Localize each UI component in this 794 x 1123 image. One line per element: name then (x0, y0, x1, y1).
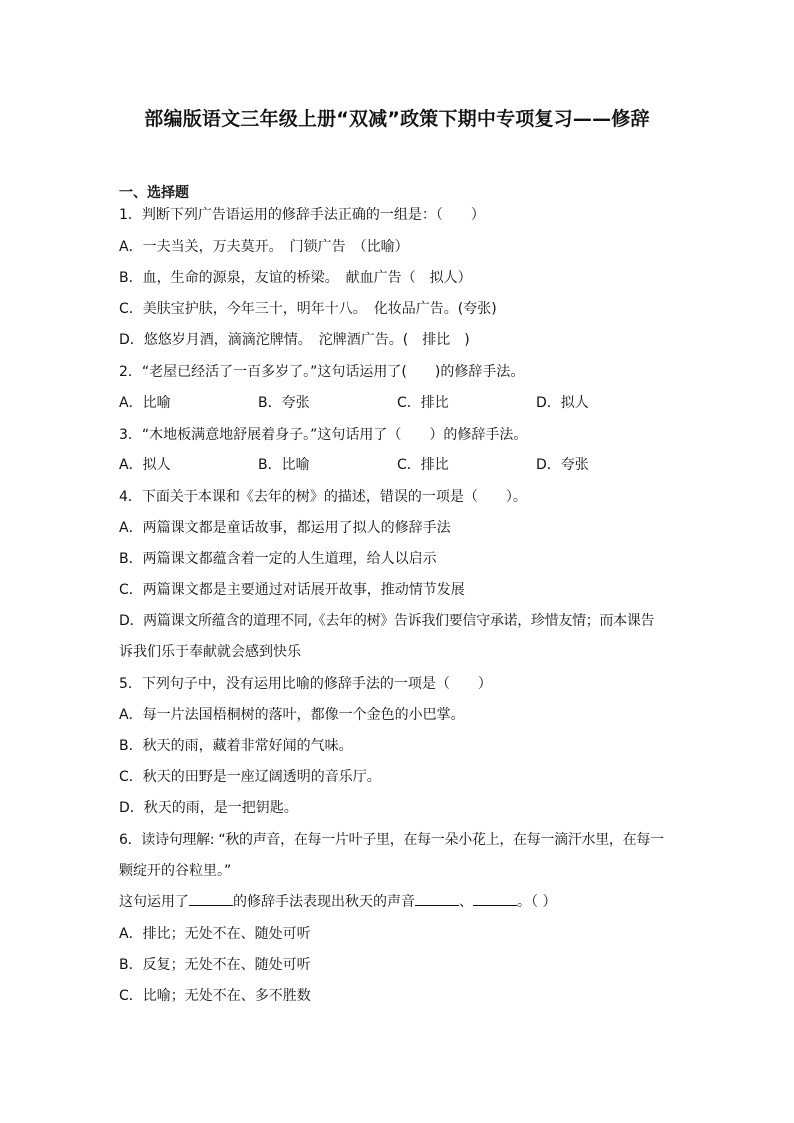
question-2-option-d: D．拟人 (536, 395, 589, 411)
question-3-option-c: C．排比 (397, 457, 449, 473)
question-5-option-a: A．每一片法国梧桐树的落叶，都像一个金色的小巴掌。 (119, 707, 465, 723)
question-4-option-a: A．两篇课文都是童话故事，都运用了拟人的修辞手法 (119, 520, 451, 536)
question-4-option-c: C．两篇课文都是主要通过对话展开故事，推动情节发展 (119, 582, 465, 598)
question-1-option-a: A．一夫当关，万夫莫开。 门锁广告 （比喻） (119, 239, 409, 255)
question-3-stem: 3．“木地板满意地舒展着身子。”这句话用了（ ）的修辞手法。 (119, 427, 528, 443)
question-2-option-a: A．比喻 (119, 395, 171, 411)
question-2-options (119, 394, 589, 412)
question-4-option-d: D．两篇课文所蕴含的道理不同,《去年的树》告诉我们要信守承诺，珍惜友情；而本课告 (119, 613, 655, 629)
question-5-option-b: B．秋天的雨，藏着非常好闻的气味。 (119, 738, 353, 754)
answer-blank-3[interactable] (473, 893, 517, 906)
question-2-option-b: B．夸张 (258, 395, 310, 411)
question-6-stem-continued: 颗绽开的谷粒里。” (119, 863, 232, 879)
question-6-option-b: B．反复；无处不在、随处可听 (119, 957, 311, 973)
question-6-prompt-part-1: 这句运用了 (119, 894, 189, 910)
answer-blank-2[interactable] (415, 893, 459, 906)
question-2-stem: 2．“老屋已经活了一百多岁了。”这句话运用了( )的修辞手法。 (119, 364, 525, 380)
section-heading: 一、选择题 (119, 185, 189, 201)
question-6-option-a: A．排比；无处不在、随处可听 (119, 926, 311, 942)
question-4-stem: 4．下面关于本课和《去年的树》的描述，错误的一项是（ ）。 (119, 489, 527, 505)
answer-blank-1[interactable] (189, 893, 233, 906)
question-1-option-d: D．悠悠岁月酒，滴滴沱牌情。 沱牌酒广告。( 排比 ) (119, 332, 470, 348)
question-6-prompt-separator: 、 (459, 894, 473, 910)
question-6-prompt-part-2: 的修辞手法表现出秋天的声音 (233, 894, 415, 910)
question-2-option-c: C．排比 (397, 395, 449, 411)
page-title: 部编版语文三年级上册“双减”政策下期中专项复习——修辞 (144, 108, 650, 130)
question-1-stem: 1．判断下列广告语运用的修辞手法正确的一组是：（ ） (119, 207, 485, 223)
question-5-option-c: C．秋天的田野是一座辽阔透明的音乐厅。 (119, 769, 381, 785)
question-4-option-d-continued: 诉我们乐于奉献就会感到快乐 (119, 644, 301, 660)
question-3-option-b: B．比喻 (258, 457, 310, 473)
question-1-option-b: B．血，生命的源泉，友谊的桥梁。 献血广告（ 拟人） (119, 270, 472, 286)
question-3-option-a: A．拟人 (119, 457, 171, 473)
question-3-option-d: D．夸张 (536, 457, 589, 473)
question-4-option-b: B．两篇课文都蕴含着一定的人生道理，给人以启示 (119, 551, 437, 567)
question-5-option-d: D．秋天的雨，是一把钥匙。 (119, 800, 298, 816)
question-1-option-c: C．美肤宝护肤，今年三十，明年十八。 化妆品广告。(夸张) (119, 301, 497, 317)
question-6-prompt-end: 。（ ） (517, 894, 557, 910)
question-6-prompt (119, 893, 556, 911)
question-6-stem: 6．读诗句理解: “秋的声音，在每一片叶子里，在每一朵小花上，在每一滴汗水里，在每一 (119, 832, 664, 848)
question-6-option-c: C．比喻；无处不在、多不胜数 (119, 988, 311, 1004)
question-5-stem: 5．下列句子中，没有运用比喻的修辞手法的一项是（ ） (119, 676, 492, 692)
question-3-options (119, 456, 589, 474)
